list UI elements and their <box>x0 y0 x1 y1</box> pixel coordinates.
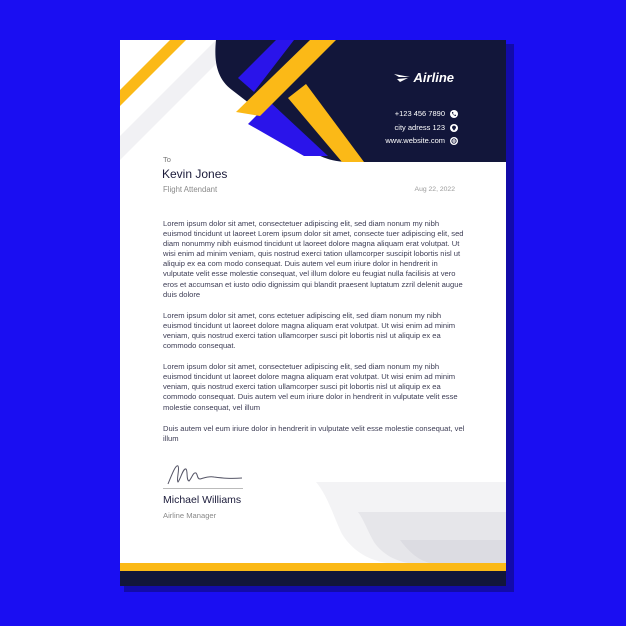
body-paragraph: Lorem ipsum dolor sit amet, consectetuer adipiscing elit, sed diam nonum my nibh euismod tincidunt ut laoreet Lorem ipsum dolor sit amet, consecte tuer adipiscing elit, sed diam nonummy nibh euismod tincidunt ut laoreet dolore magna aliquam erat volutpat. Ut wisi enim ad minim veniam, quis nostrud exerci tation ullamcorper suscipit lobortis nisl ut aliquip ex ea com modo consequat. Duis autem vel eum iriure dolor in hendrerit in vulputate velit esse molestie consequat, vel illum dolore eu feugiat nulla facilisis at vero eros et accumsan et iusto odio dignissim qui blandit praesent luptatum zzril delenit augue duis dolore <box>163 219 464 299</box>
letter-body <box>163 219 465 455</box>
footer-artwork <box>120 480 506 564</box>
brand-logo <box>394 70 454 85</box>
recipient-role: Flight Attendant <box>163 185 218 194</box>
sender-name: Michael Williams <box>163 494 242 506</box>
header-artwork <box>120 40 506 170</box>
footer-yellow-bar <box>120 563 506 571</box>
to-label: To <box>163 155 171 164</box>
contact-phone <box>395 109 458 118</box>
address-text: city adress 123 <box>394 123 445 132</box>
body-paragraph: Lorem ipsum dolor sit amet, consectetuer adipiscing elit, sed diam nonum my nibh euismod tincidunt ut laoreet dolore magna aliquam erat volutpat. Ut wisi enim ad minim veniam, quis nostrud exerci tation ullamcorper susci pit lobortis nisl ut aliquip ex ea commodo consequat. Duis autem vel eum iriure dolor in hendrerit in vulputate velit esse molestie consequat, vel illum <box>163 362 458 412</box>
phone-icon <box>450 110 458 118</box>
brand-name: Airline <box>413 70 454 85</box>
letter-date: Aug 22, 2022 <box>414 186 455 193</box>
recipient-name: Kevin Jones <box>162 167 228 181</box>
plane-arrow-icon <box>394 74 410 82</box>
body-paragraph: Duis autem vel eum iriure dolor in hendrerit in vulputate velit esse molestie consequat, vel illum <box>163 423 465 443</box>
phone-text: +123 456 7890 <box>394 109 445 118</box>
sender-role: Airline Manager <box>163 511 217 520</box>
contact-website <box>385 136 458 145</box>
body-paragraph: Lorem ipsum dolor sit amet, cons ectetuer adipiscing elit, sed diam nonum my nibh euismod tincidunt ut laoreet dolore magna aliquam erat volutpat. Ut wisi enim ad minim veniam, quis nostrud exerci tation ullamcorper susci pit lobortis nisl ut aliquip ex ea commodo consequat. <box>163 310 456 351</box>
globe-icon <box>450 137 458 145</box>
letterhead-page <box>120 40 506 586</box>
location-icon <box>450 124 458 132</box>
footer-navy-bar <box>120 571 506 586</box>
website-text: www.website.com <box>385 136 445 145</box>
contact-address <box>395 123 458 132</box>
